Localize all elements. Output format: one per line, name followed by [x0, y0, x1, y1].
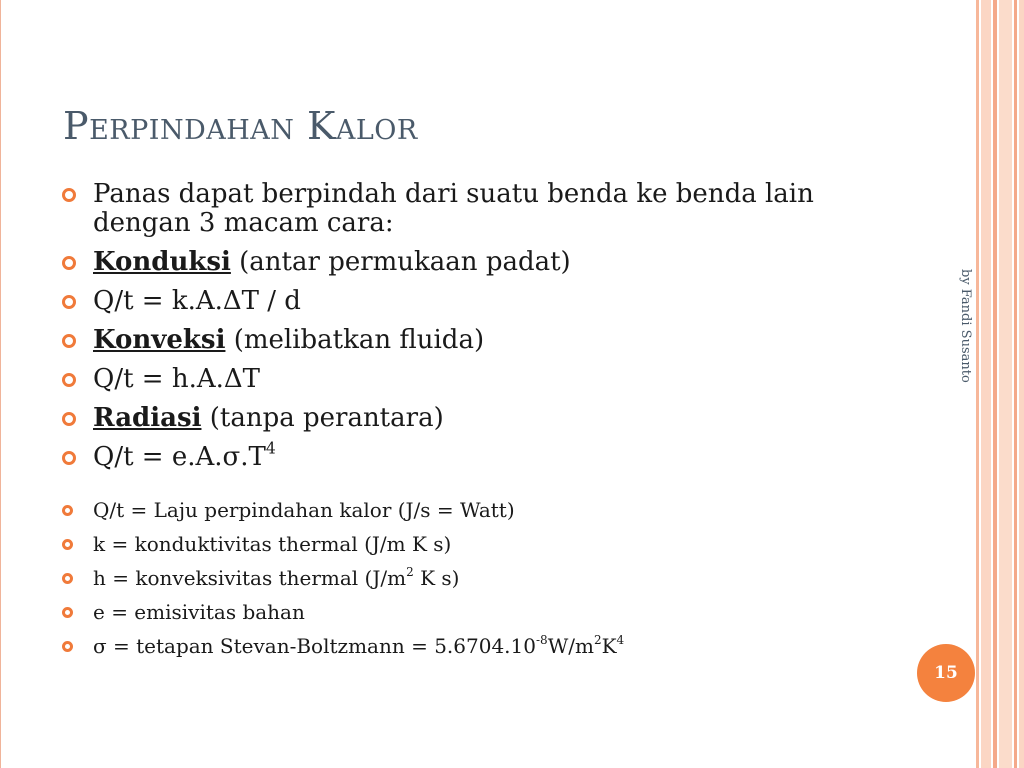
list-item	[62, 287, 852, 316]
definition-text: e = emisivitas bahan	[93, 600, 305, 624]
decorative-stripes	[976, 0, 1024, 768]
list-spacer	[62, 482, 852, 498]
list-item	[62, 180, 852, 238]
formula-radiation	[93, 439, 276, 472]
item-text: (antar permukaan padat)	[230, 247, 571, 277]
bullet-icon	[62, 295, 76, 309]
text-part: W/m	[547, 634, 594, 658]
formula-text: Q/t = e.A.σ.T	[93, 442, 266, 472]
bullet-icon	[62, 505, 73, 516]
superscript: 4	[616, 633, 625, 647]
list-item	[62, 439, 852, 472]
stripe	[981, 0, 991, 768]
bullet-icon	[62, 607, 73, 618]
bullet-icon	[62, 451, 76, 465]
superscript: -8	[535, 633, 548, 647]
definition-item	[62, 566, 852, 590]
stripe	[1014, 0, 1017, 768]
page-number-badge: 15	[917, 644, 975, 702]
superscript: 2	[406, 565, 414, 579]
formula-conduction: Q/t = k.A.ΔT / d	[93, 286, 301, 316]
list-item	[62, 248, 852, 277]
author-credit: by Fandi Susanto	[958, 269, 973, 383]
bullet-icon	[62, 539, 73, 550]
text-part: K s)	[413, 566, 460, 590]
stripe	[999, 0, 1012, 768]
item-text: (melibatkan fluida)	[225, 325, 485, 355]
superscript: 4	[265, 439, 276, 458]
list-item	[62, 326, 852, 355]
text-part: K	[601, 634, 617, 658]
bullet-icon	[62, 256, 76, 270]
text-part: h = konveksivitas thermal (J/m	[93, 566, 407, 590]
definition-text: Q/t = Laju perpindahan kalor (J/s = Watt)	[93, 498, 515, 522]
bullet-icon	[62, 412, 76, 426]
text-part: σ = tetapan Stevan-Boltzmann = 5.6704.10	[93, 634, 536, 658]
bullet-icon	[62, 373, 76, 387]
superscript: 2	[593, 633, 602, 647]
definition-text	[93, 566, 459, 590]
slide-title: Perpindahan Kalor	[63, 104, 418, 148]
term-konduksi: Konduksi	[93, 247, 231, 277]
bullet-list	[62, 180, 852, 668]
bullet-icon	[62, 334, 76, 348]
definition-item	[62, 634, 852, 658]
definition-text	[93, 634, 624, 658]
bullet-icon	[62, 188, 76, 202]
stripe	[1019, 0, 1024, 768]
definition-item	[62, 532, 852, 556]
definition-item	[62, 498, 852, 522]
item-text: (tanpa perantara)	[201, 403, 444, 433]
list-item	[62, 365, 852, 394]
definition-item	[62, 600, 852, 624]
definition-text: k = konduktivitas thermal (J/m K s)	[93, 532, 452, 556]
term-konveksi: Konveksi	[93, 325, 226, 355]
item-text: Panas dapat berpindah dari suatu benda ke benda lain dengan 3 macam cara:	[93, 179, 814, 238]
stripe	[976, 0, 979, 768]
term-radiasi: Radiasi	[93, 403, 202, 433]
list-item	[62, 404, 852, 433]
stripe	[993, 0, 997, 768]
formula-convection: Q/t = h.A.ΔT	[93, 364, 261, 394]
bullet-icon	[62, 641, 73, 652]
bullet-icon	[62, 573, 73, 584]
